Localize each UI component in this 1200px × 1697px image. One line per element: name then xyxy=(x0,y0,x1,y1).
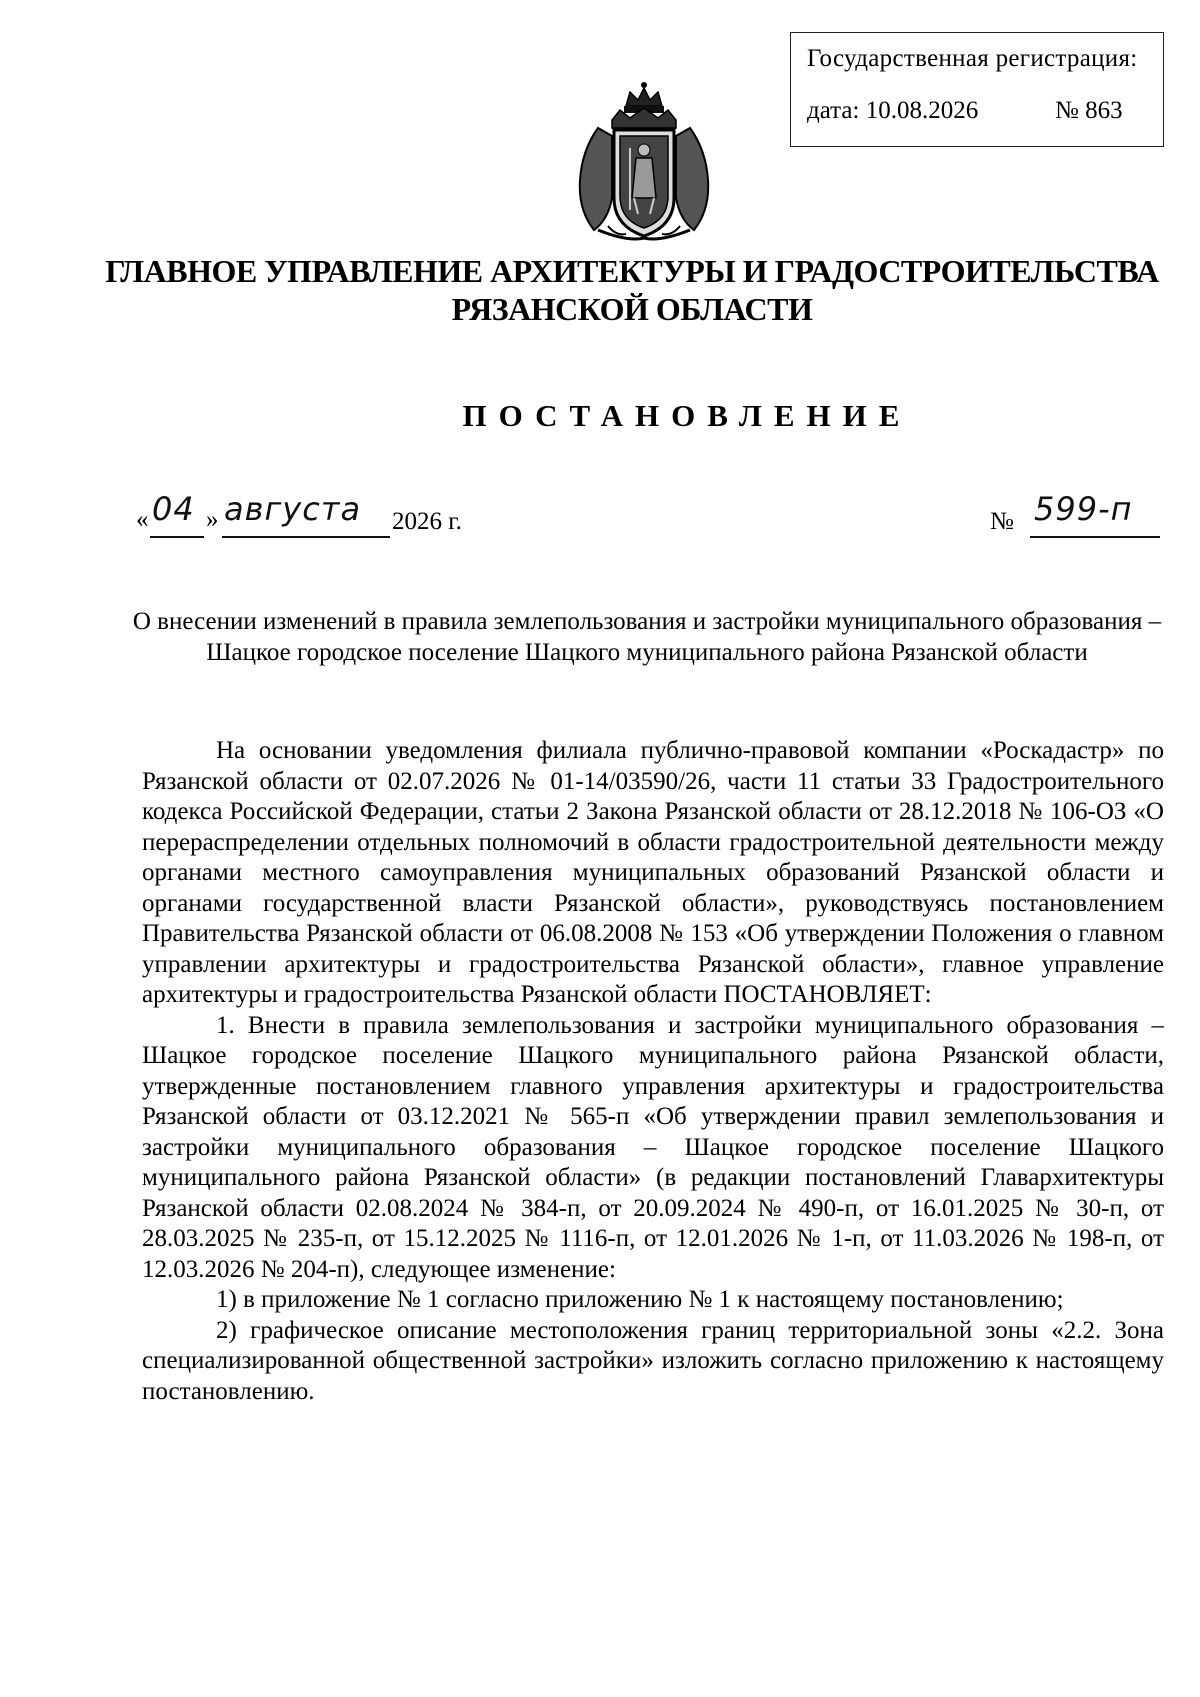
month-underline xyxy=(222,536,390,538)
date-close-quote: » xyxy=(206,506,219,533)
number-sign: № xyxy=(990,508,1014,535)
handwritten-doc-number: 599-п xyxy=(1034,490,1133,528)
body-paragraph-3: 1) в приложение № 1 согласно приложению № 1 к настоящему постановлению; xyxy=(216,1286,1064,1313)
day-underline xyxy=(150,536,204,538)
handwritten-day: 04 xyxy=(152,490,195,528)
date-open-quote: « xyxy=(136,506,149,533)
organization-title: ГЛАВНОЕ УПРАВЛЕНИЕ АРХИТЕКТУРЫ И ГРАДОСТРОИТЕЛЬСТВА РЯЗАНСКОЙ ОБЛАСТИ xyxy=(105,253,1159,327)
document-type-heading: ПОСТАНОВЛЕНИЕ xyxy=(462,398,912,433)
body-paragraph-1: На основании уведомления филиала публично-правовой компании «Роскадастр» по Рязанской области от 02.07.2026 № 01-14/03590/26, части 11 статьи 33 Градостроительного кодекса Российской Федерации, статьи 2 Закона Рязанской области от 28.12.2018 № 106-ОЗ «О перераспределении отдельных полномочий в области градостроительной деятельности между органами местного самоуправления муниципальных образований Рязанской области и органами государственной власти Рязанской области», руководствуясь постановлением Правительства Рязанской области от 06.08.2008 № 153 «Об утверждении Положения о главном управлении архитектуры и градостроительства Рязанской области», главное управление архитектуры и градостроительства Рязанской области ПОСТАНОВЛЯЕТ: xyxy=(142,737,1164,1008)
body-paragraph-2: 1. Внести в правила землепользования и застройки муниципального образования – Шацкое городское поселение Шацкого муниципального района Рязанской области, утвержденные постановлением главного управления архитектуры и градостроительства Рязанской области от 03.12.2021 № 565-п «Об утверждении правил землепользования и застройки муниципального образования – Шацкое городское поселение Шацкого муниципального района Рязанской области» (в редакции постановлений Главархитектуры Рязанской области 02.08.2024 № 384-п, от 20.09.2024 № 490-п, от 16.01.2025 № 30-п, от 28.03.2025 № 235-п, от 15.12.2025 № 1116-п, от 12.01.2026 № 1-п, от 11.03.2026 № 198-п, от 12.03.2026 № 204-п), следующее изменение: xyxy=(142,1011,1164,1283)
registration-date: дата: 10.08.2026 xyxy=(807,97,979,124)
date-year: 2026 г. xyxy=(392,508,462,535)
document-body xyxy=(142,736,1164,1407)
handwritten-month: августа xyxy=(224,490,362,528)
document-subject: О внесении изменений в правила землепользования и застройки муниципального образования – Шацкое городское поселение Шацкого муниципального района Рязанской области xyxy=(132,608,1162,666)
registration-title: Государственная регистрация: xyxy=(807,45,1138,72)
registration-number: № 863 xyxy=(1055,97,1123,124)
registration-stamp xyxy=(790,32,1164,147)
number-underline xyxy=(1030,536,1160,538)
body-paragraph-4: 2) графическое описание местоположения границ территориальной зоны «2.2. Зона специализированной общественной застройки» изложить согласно приложению к настоящему постановлению. xyxy=(142,1316,1164,1405)
coat-of-arms-emblem xyxy=(568,80,720,242)
